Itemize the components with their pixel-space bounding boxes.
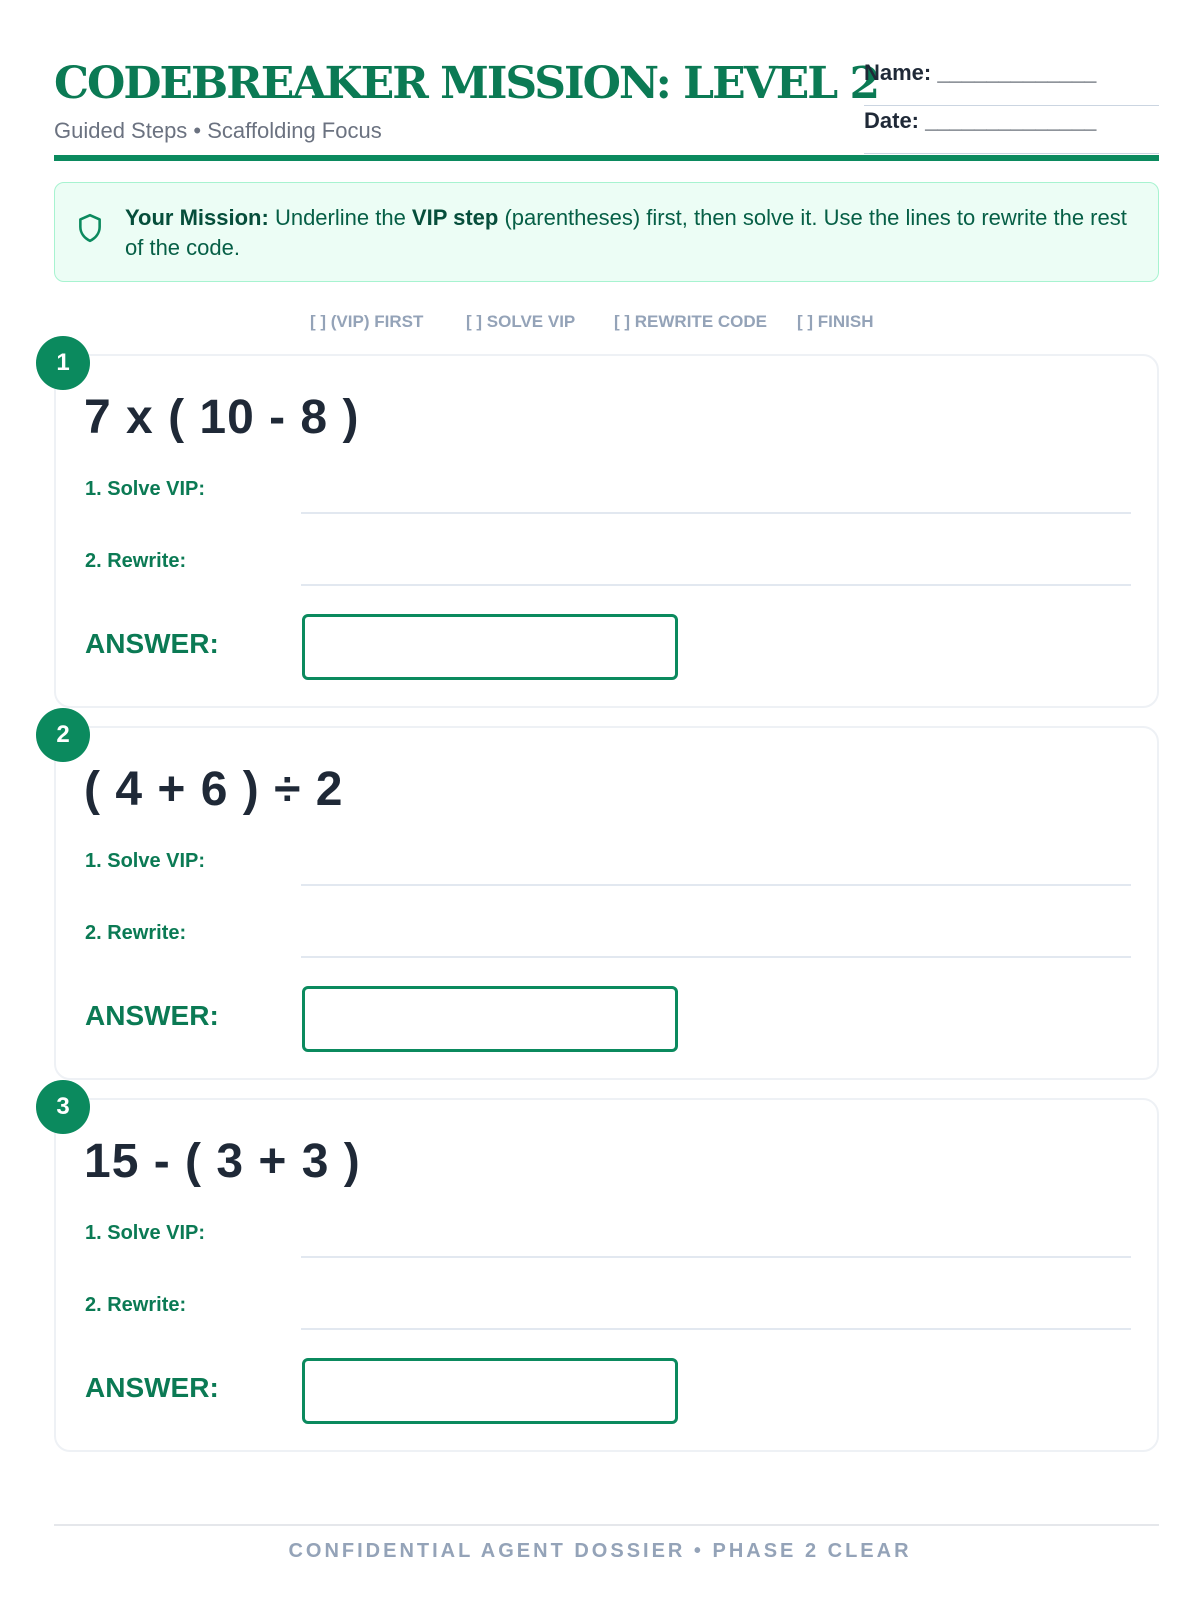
mission-vip: VIP step <box>411 205 499 230</box>
answer-box[interactable] <box>302 1358 678 1424</box>
problem-expression: ( 4 + 6 ) ÷ 2 <box>84 763 344 816</box>
header-divider <box>54 155 1159 161</box>
checklist-item-finish[interactable]: [ ] FINISH <box>797 312 874 331</box>
footer-divider <box>54 1524 1159 1526</box>
problem-expression: 15 - ( 3 + 3 ) <box>84 1135 361 1188</box>
problem-card-2 <box>54 726 1159 1080</box>
name-field[interactable]: Name: _____________ <box>864 58 1159 106</box>
worksheet-header <box>54 58 1159 160</box>
mission-lead: Your Mission: <box>125 205 269 230</box>
solve-vip-line[interactable] <box>301 512 1131 514</box>
problem-number-badge: 1 <box>36 336 90 390</box>
solve-vip-label: 1. Solve VIP: <box>85 478 206 500</box>
problem-card-1 <box>54 354 1159 708</box>
problem-expression: 7 x ( 10 - 8 ) <box>84 391 360 444</box>
answer-box[interactable] <box>302 614 678 680</box>
page-subtitle: Guided Steps • Scaffolding Focus <box>54 118 382 143</box>
mission-callout <box>54 182 1159 282</box>
checklist-item-vip-first[interactable]: [ ] (VIP) FIRST <box>310 312 424 331</box>
mission-text-part2: (parentheses) first, then solve it. Use the lines to rewrite the rest of the code. <box>125 205 1127 260</box>
rewrite-label: 2. Rewrite: <box>85 1294 187 1316</box>
answer-label: ANSWER: <box>85 628 219 659</box>
rewrite-line[interactable] <box>301 956 1131 958</box>
rewrite-line[interactable] <box>301 584 1131 586</box>
problem-number-badge: 2 <box>36 708 90 762</box>
student-meta <box>864 58 1159 154</box>
rewrite-label: 2. Rewrite: <box>85 922 187 944</box>
solve-vip-label: 1. Solve VIP: <box>85 1222 206 1244</box>
checklist-item-rewrite-code[interactable]: [ ] REWRITE CODE <box>614 312 767 331</box>
mission-text <box>125 203 1140 263</box>
solve-vip-line[interactable] <box>301 1256 1131 1258</box>
page-title: CODEBREAKER MISSION: LEVEL 2 <box>54 58 879 109</box>
mission-text-part1: Underline the <box>268 205 412 230</box>
shield-icon <box>77 213 103 243</box>
rewrite-line[interactable] <box>301 1328 1131 1330</box>
solve-vip-label: 1. Solve VIP: <box>85 850 206 872</box>
rewrite-label: 2. Rewrite: <box>85 550 187 572</box>
step-checklist <box>0 312 1200 338</box>
footer-text: CONFIDENTIAL AGENT DOSSIER • PHASE 2 CLEAR <box>288 1540 912 1562</box>
answer-box[interactable] <box>302 986 678 1052</box>
problem-card-3 <box>54 1098 1159 1452</box>
checklist-item-solve-vip[interactable]: [ ] SOLVE VIP <box>466 312 576 331</box>
answer-label: ANSWER: <box>85 1372 219 1403</box>
solve-vip-line[interactable] <box>301 884 1131 886</box>
problem-number-badge: 3 <box>36 1080 90 1134</box>
date-field[interactable]: Date: ______________ <box>864 106 1159 154</box>
answer-label: ANSWER: <box>85 1000 219 1031</box>
